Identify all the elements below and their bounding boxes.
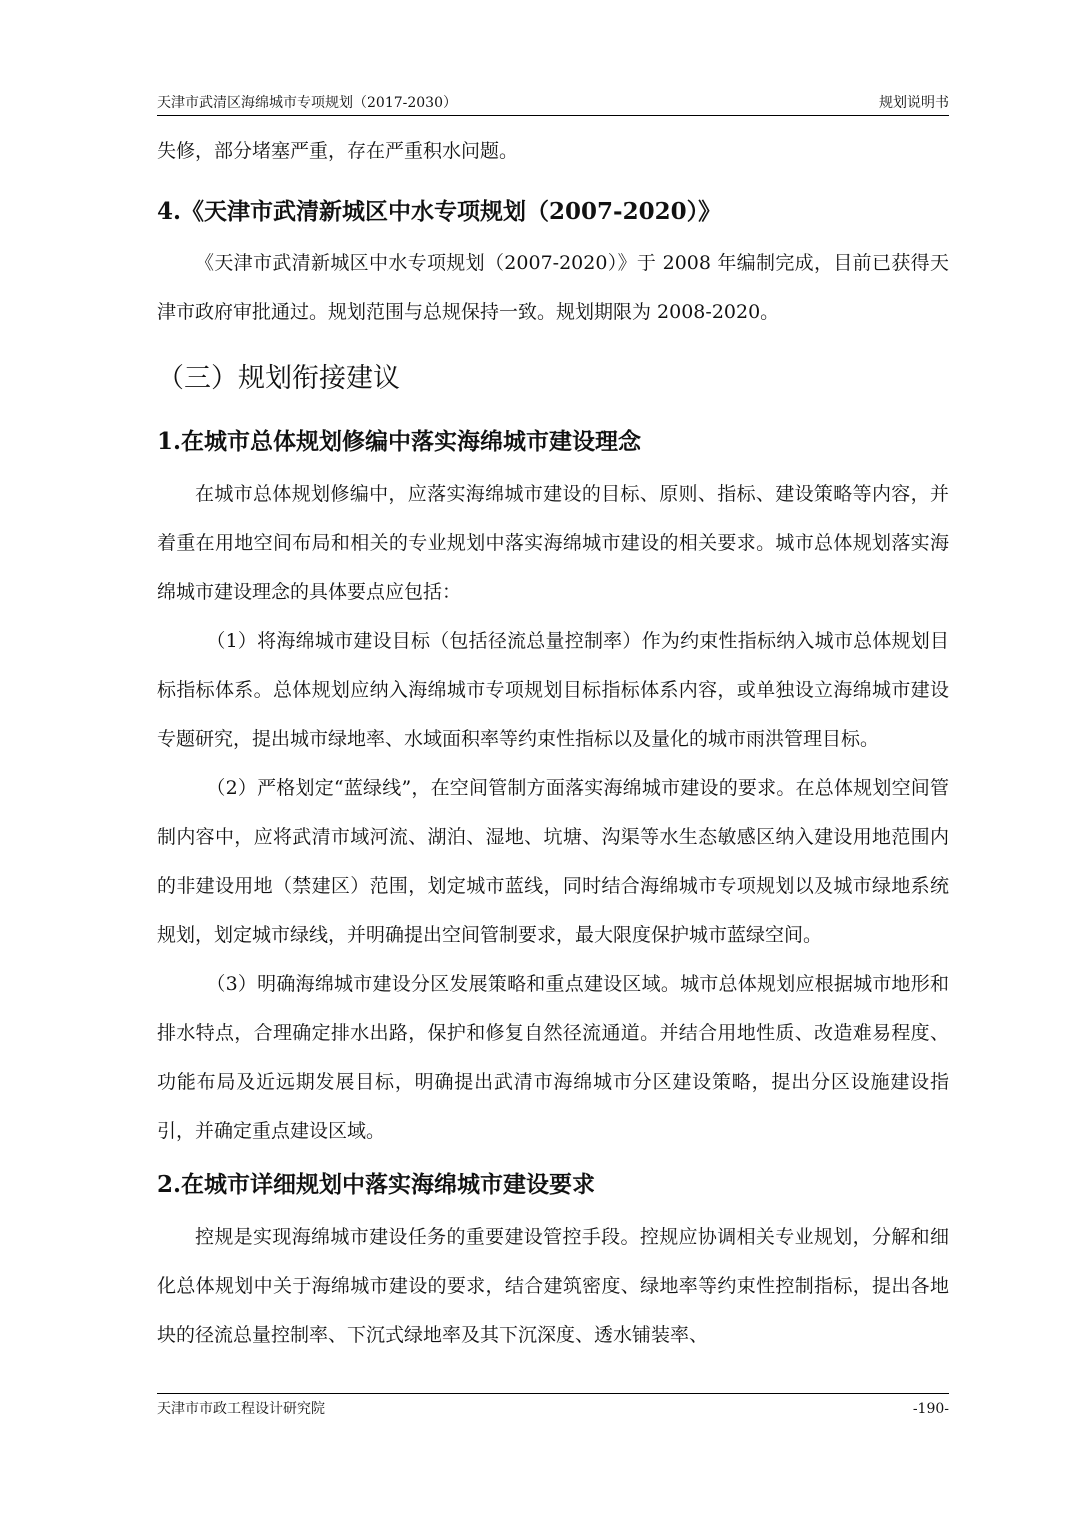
paragraph-section-2: 控规是实现海绵城市建设任务的重要建设管控手段。控规应协调相关专业规划，分解和细化总体规划中关于海绵城市建设的要求，结合建筑密度、绿地率等约束性控制指标，提出各地块的径流总量控制率、下沉式绿地率及其下沉深度、透水铺装率、 (157, 1226, 949, 1346)
paragraph-section-1-item-3: （3）明确海绵城市建设分区发展策略和重点建设区域。城市总体规划应根据城市地形和排水特点，合理确定排水出路，保护和修复自然径流通道。并结合用地性质、改造难易程度、功能布局及近远期发展目标，明确提出武清市海绵城市分区建设策略，提出分区设施建设指引，并确定重点建设区域。 (157, 973, 949, 1142)
page-number: -190- (912, 1401, 949, 1417)
paragraph-section-1-item-1: （1）将海绵城市建设目标（包括径流总量控制率）作为约束性指标纳入城市总体规划目标指标体系。总体规划应纳入海绵城市专项规划目标指标体系内容，或单独设立海绵城市建设专题研究，提出城市绿地率、水域面积率等约束性指标以及量化的城市雨洪管理目标。 (157, 630, 949, 750)
heading-section-1: 1.在城市总体规划修编中落实海绵城市建设理念 (157, 428, 642, 455)
paragraph-carryover: 失修，部分堵塞严重，存在严重积水问题。 (157, 140, 519, 162)
paragraph-section-1-intro: 在城市总体规划修编中，应落实海绵城市建设的目标、原则、指标、建设策略等内容，并着重在用地空间布局和相关的专业规划中落实海绵城市建设的相关要求。城市总体规划落实海绵城市建设理念的具体要点应包括： (157, 483, 949, 603)
header-rule (157, 115, 949, 116)
paragraph-section-1-item-2: （2）严格划定“蓝绿线”，在空间管制方面落实海绵城市建设的要求。在总体规划空间管制内容中，应将武清市域河流、湖泊、湿地、坑塘、沟渠等水生态敏感区纳入建设用地范围内的非建设用地（禁建区）范围，划定城市蓝线，同时结合海绵城市专项规划以及城市绿地系统规划，划定城市绿线，并明确提出空间管制要求，最大限度保护城市蓝绿空间。 (157, 777, 949, 946)
footer-rule (157, 1393, 949, 1394)
footer-organization: 天津市市政工程设计研究院 (157, 1401, 325, 1417)
heading-section-4: 4.《天津市武清新城区中水专项规划（2007-2020）》 (157, 198, 722, 225)
paragraph-section-4: 《天津市武清新城区中水专项规划（2007-2020）》于 2008 年编制完成，目前已获得天津市政府审批通过。规划范围与总规保持一致。规划期限为 2008-2020。 (157, 252, 949, 323)
heading-section-2: 2.在城市详细规划中落实海绵城市建设要求 (157, 1171, 596, 1198)
page-header (157, 92, 949, 114)
heading-subsection-3: （三）规划衔接建议 (157, 363, 400, 394)
page-body (157, 127, 949, 1360)
header-title: 天津市武清区海绵城市专项规划（2017-2030） (157, 95, 457, 111)
page-footer (157, 1398, 949, 1420)
header-doc-type: 规划说明书 (879, 95, 949, 111)
